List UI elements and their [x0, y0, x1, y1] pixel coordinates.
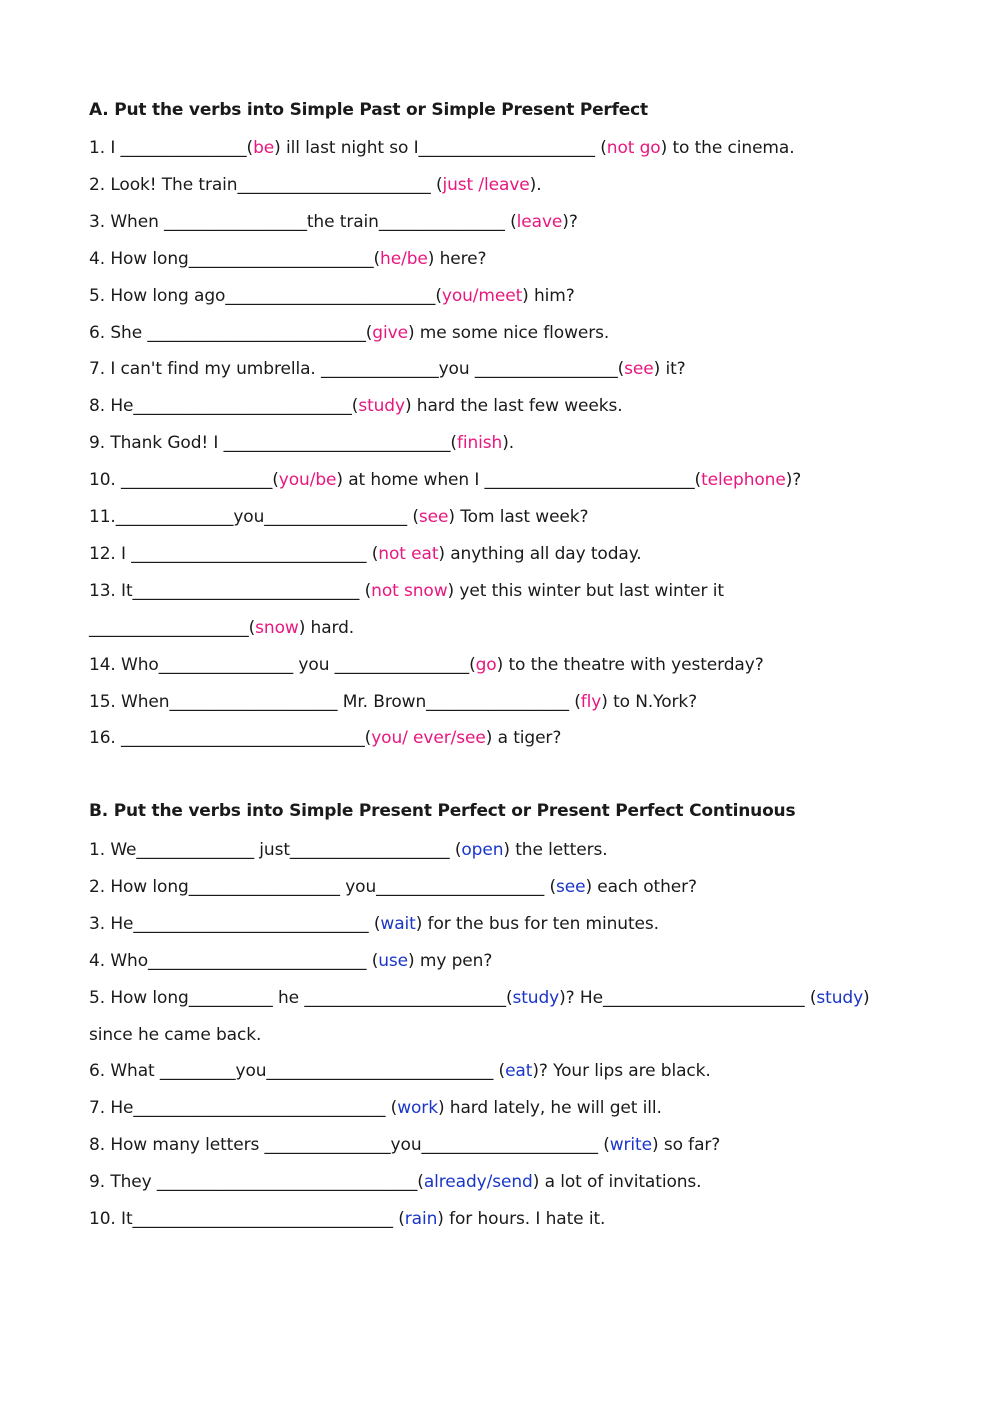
exercise-text: 1. I _______________( — [89, 138, 254, 158]
exercise-text: 5. How long ago_________________________( — [89, 285, 442, 306]
exercise-line — [89, 469, 801, 491]
exercise-line — [89, 1171, 701, 1193]
exercise-line — [89, 580, 724, 602]
exercise-text: ) at home when I _________________________( — [336, 470, 702, 491]
exercise-line — [89, 727, 561, 749]
exercise-line — [89, 1024, 261, 1046]
exercise-text: )? Your lips are black. — [532, 1061, 711, 1082]
section-a-heading: A. Put the verbs into Simple Past or Simple Present Perfect — [89, 100, 648, 120]
verb-prompt: snow — [255, 617, 299, 638]
exercise-text: 15. When____________________ Mr. Brown_________________ ( — [89, 691, 581, 712]
exercise-text: 14. Who________________ you ________________( — [89, 654, 476, 675]
exercise-text: 8. How many letters _______________you_____________________ ( — [89, 1135, 610, 1156]
verb-prompt: already/send — [423, 1172, 533, 1193]
exercise-line — [89, 395, 623, 417]
exercise-text: 7. He______________________________ ( — [89, 1098, 398, 1119]
exercise-text: ) for the bus for ten minutes. — [415, 913, 659, 934]
exercise-text: ) to N.York? — [601, 691, 698, 712]
exercise-text: 3. When _________________the train_______________ ( — [89, 211, 517, 232]
verb-prompt: study — [512, 987, 560, 1008]
exercise-line — [89, 358, 686, 380]
exercise-text: 4. How long______________________( — [89, 248, 381, 269]
exercise-text: ) hard. — [298, 617, 355, 638]
exercise-text: ). — [529, 174, 542, 195]
verb-prompt: work — [397, 1098, 438, 1119]
exercise-line — [89, 432, 514, 454]
exercise-text: ) a tiger? — [485, 728, 562, 749]
exercise-line — [89, 1208, 605, 1230]
exercise-text: ___________________( — [89, 617, 256, 638]
verb-prompt: go — [475, 654, 497, 675]
exercise-text: ) hard the last few weeks. — [404, 396, 623, 417]
exercise-text: 11.______________you_________________ ( — [89, 507, 419, 527]
verb-prompt: write — [609, 1135, 652, 1156]
verb-prompt: rain — [404, 1209, 438, 1229]
verb-prompt: use — [378, 950, 409, 971]
exercise-text: )? — [562, 211, 578, 232]
exercise-line — [89, 691, 697, 713]
exercise-line — [89, 248, 486, 270]
verb-prompt: fly — [580, 691, 602, 712]
exercise-text: ) anything all day today. — [438, 543, 642, 564]
exercise-line — [89, 174, 542, 196]
verb-prompt: not go — [606, 138, 661, 158]
exercise-text: 10. It_______________________________ ( — [89, 1209, 405, 1229]
exercise-text: ). — [502, 433, 515, 454]
exercise-text: ) it? — [653, 359, 686, 380]
exercise-line — [89, 913, 659, 935]
verb-prompt: just /leave — [442, 174, 530, 195]
exercise-line — [89, 839, 608, 861]
verb-prompt: he/be — [380, 248, 428, 269]
exercise-text: since he came back. — [89, 1024, 262, 1045]
exercise-text: ) ill last night so I_____________________ ( — [274, 138, 607, 158]
exercise-text: ) me some nice flowers. — [407, 322, 610, 343]
exercise-text: 13. It___________________________ ( — [89, 580, 372, 601]
exercise-text: ) here? — [427, 248, 487, 269]
exercise-text: ) to the cinema. — [660, 138, 795, 158]
exercise-text: ) hard lately, he will get ill. — [437, 1098, 662, 1119]
verb-prompt: not snow — [371, 580, 448, 601]
exercise-line — [89, 1097, 662, 1119]
exercise-text: ) the letters. — [503, 840, 608, 860]
verb-prompt: see — [624, 359, 654, 380]
exercise-line — [89, 285, 575, 307]
verb-prompt: you/meet — [441, 285, 523, 306]
verb-prompt: study — [358, 396, 405, 417]
exercise-text: ) my pen? — [408, 950, 493, 971]
exercise-text: 7. I can't find my umbrella. ______________you _________________( — [89, 359, 625, 380]
exercise-text: 2. How long__________________ you____________________ ( — [89, 876, 556, 897]
exercise-text: ) — [863, 987, 870, 1008]
verb-prompt: wait — [380, 913, 416, 934]
exercise-text: )? He________________________ ( — [559, 987, 817, 1008]
exercise-line — [89, 211, 578, 233]
exercise-text: 12. I ____________________________ ( — [89, 543, 379, 564]
exercise-text: 6. She __________________________( — [89, 322, 373, 343]
exercise-line — [89, 1134, 720, 1156]
exercise-text: 10. __________________( — [89, 470, 279, 491]
verb-prompt: see — [555, 876, 586, 897]
exercise-text: 9. They _______________________________( — [89, 1172, 424, 1193]
exercise-text: ) him? — [522, 285, 575, 306]
exercise-text: ) for hours. I hate it. — [437, 1209, 606, 1229]
verb-prompt: be — [253, 138, 275, 158]
exercise-text: ) so far? — [651, 1135, 721, 1156]
exercise-text: 4. Who__________________________ ( — [89, 950, 379, 971]
exercise-text: ) to the theatre with yesterday? — [496, 654, 764, 675]
verb-prompt: not eat — [378, 543, 439, 564]
exercise-text: )? — [785, 470, 802, 491]
verb-prompt: telephone — [701, 470, 786, 491]
exercise-line — [89, 1060, 711, 1082]
exercise-line — [89, 322, 609, 344]
exercise-line — [89, 950, 492, 972]
verb-prompt: see — [418, 507, 449, 527]
verb-prompt: eat — [505, 1061, 533, 1082]
exercise-text: 1. We______________ just___________________ ( — [89, 840, 462, 860]
exercise-text: 5. How long__________ he ________________________( — [89, 987, 513, 1008]
exercise-text: 16. _____________________________( — [89, 728, 372, 749]
exercise-line — [89, 617, 354, 639]
verb-prompt: study — [816, 987, 864, 1008]
exercise-text: 8. He__________________________( — [89, 396, 359, 417]
exercise-line — [89, 654, 764, 676]
exercise-line — [89, 137, 795, 159]
verb-prompt: you/be — [278, 470, 337, 491]
verb-prompt: you/ ever/see — [371, 728, 486, 749]
verb-prompt: finish — [456, 433, 503, 454]
exercise-text: 2. Look! The train_______________________ ( — [89, 174, 443, 195]
verb-prompt: give — [372, 322, 408, 343]
exercise-text: ) yet this winter but last winter it — [447, 580, 724, 601]
exercise-text: 6. What _________you___________________________ ( — [89, 1061, 506, 1082]
exercise-text: ) a lot of invitations. — [532, 1172, 702, 1193]
exercise-text: ) each other? — [585, 876, 697, 897]
exercise-text: 9. Thank God! I ___________________________( — [89, 433, 457, 454]
verb-prompt: leave — [516, 211, 563, 232]
exercise-line — [89, 543, 642, 565]
section-b-heading: B. Put the verbs into Simple Present Perfect or Present Perfect Continuous — [89, 801, 796, 821]
exercise-text: ) Tom last week? — [448, 507, 589, 527]
exercise-line — [89, 506, 588, 528]
exercise-text: 3. He____________________________ ( — [89, 913, 381, 934]
exercise-line — [89, 987, 870, 1009]
verb-prompt: open — [461, 840, 504, 860]
exercise-line — [89, 876, 697, 898]
